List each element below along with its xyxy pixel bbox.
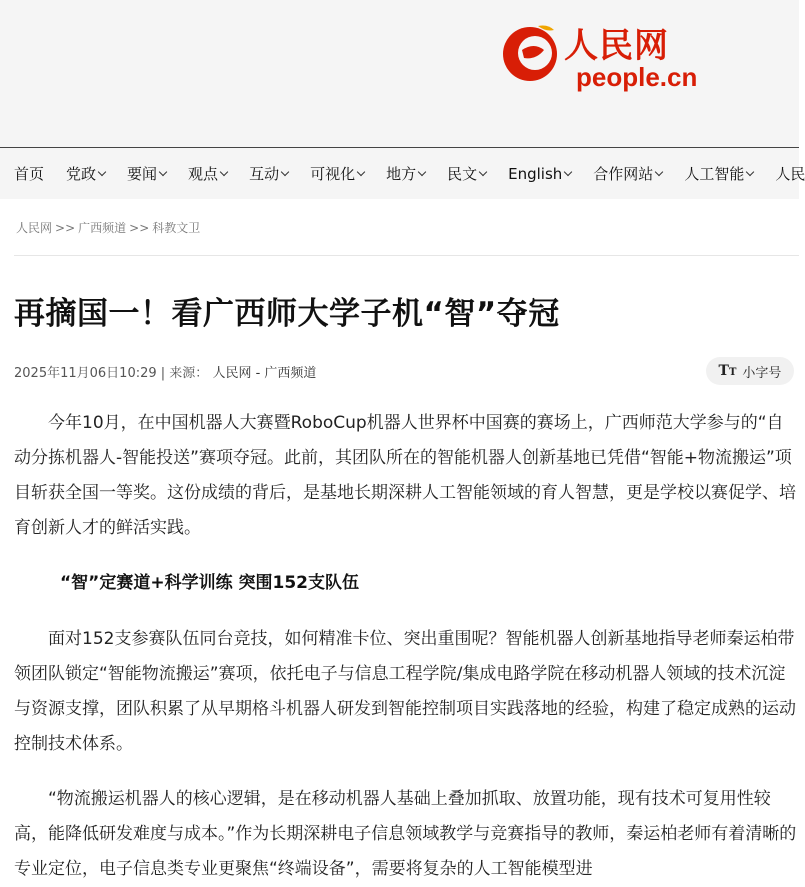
nav-item-label: 合作网站 <box>593 165 654 183</box>
chevron-down-icon <box>357 167 365 175</box>
chevron-down-icon <box>746 167 754 175</box>
site-header <box>0 0 799 147</box>
breadcrumb-link[interactable]: 科教文卫 <box>152 221 201 235</box>
source-name: 人民网 - 广西频道 <box>212 366 317 381</box>
logo-text-en: people.cn <box>576 62 698 92</box>
font-size-toggle-button[interactable] <box>706 357 794 385</box>
nav-item-label: 党政 <box>66 165 97 183</box>
chevron-down-icon <box>655 167 663 175</box>
chevron-down-icon <box>159 167 167 175</box>
chevron-down-icon <box>418 167 426 175</box>
breadcrumb-separator: >> <box>129 221 150 235</box>
font-size-icon: TT <box>718 363 737 379</box>
nav-item[interactable] <box>249 163 288 184</box>
nav-item-label: 人工智能 <box>684 165 745 183</box>
article-paragraph: “物流搬运机器人的核心逻辑，是在移动机器人基础上叠加抓取、放置功能，现有技术可复用性较高，能降低研发难度与成本。”作为长期深耕电子信息领域教学与竞赛指导的教师，秦运柏老师有着清晰的专业定位，电子信息类专业更聚焦“终端设备”，需要将复杂的人工智能模型进 <box>14 789 797 879</box>
nav-item-label: 地方 <box>386 165 417 183</box>
breadcrumb-link[interactable]: 人民网 <box>16 221 53 235</box>
site-logo[interactable] <box>498 14 698 94</box>
nav-item[interactable] <box>775 163 805 184</box>
nav-item-label: 观点 <box>188 165 219 183</box>
people-logo-icon <box>498 20 562 84</box>
article-title: 再摘国一！看广西师大学子机“智”夺冠 <box>14 296 560 332</box>
breadcrumb <box>16 219 200 236</box>
nav-item[interactable] <box>684 163 753 184</box>
nav-item[interactable] <box>310 163 364 184</box>
main-nav <box>0 147 805 199</box>
nav-item-label: 互动 <box>249 165 280 183</box>
chevron-down-icon <box>98 167 106 175</box>
chevron-down-icon <box>220 167 228 175</box>
breadcrumb-separator: >> <box>55 221 76 235</box>
font-size-toggle-label: 小字号 <box>742 365 782 381</box>
nav-item[interactable] <box>508 165 571 183</box>
nav-item[interactable] <box>66 163 105 184</box>
chevron-down-icon <box>281 167 289 175</box>
article-paragraph: 今年10月，在中国机器人大赛暨RoboCup机器人世界杯中国赛的赛场上，广西师范大学参与的“自动分拣机器人-智能投送”赛项夺冠。此前，其团队所在的智能机器人创新基地已凭借“智能+物流搬运”项目斩获全国一等奖。这份成绩的背后，是基地长期深耕人工智能领域的育人智慧，更是学校以赛促学、培育创新人才的鲜活实践。 <box>14 413 796 538</box>
nav-item[interactable] <box>188 163 227 184</box>
nav-item-label: 可视化 <box>310 165 356 183</box>
nav-item[interactable] <box>386 163 425 184</box>
source-label: | 来源： <box>160 366 209 381</box>
chevron-down-icon <box>564 167 572 175</box>
nav-item-label: English <box>508 164 563 183</box>
nav-item[interactable] <box>127 163 166 184</box>
publish-datetime: 2025年11月06日10:29 <box>14 366 157 381</box>
nav-item[interactable] <box>593 163 662 184</box>
logo-text-cn: 人民网 <box>564 26 669 66</box>
nav-item-label: 民文 <box>447 165 478 183</box>
nav-item-label: 人民 <box>775 165 805 183</box>
nav-item[interactable] <box>14 163 44 184</box>
article-subheading: “智”定赛道+科学训练 突围152支队伍 <box>60 573 359 593</box>
breadcrumb-link[interactable]: 广西频道 <box>78 221 127 235</box>
article-paragraph: 面对152支参赛队伍同台竞技，如何精准卡位、突出重围呢？智能机器人创新基地指导老师秦运柏带领团队锁定“智能物流搬运”赛项，依托电子与信息工程学院/集成电路学院在移动机器人领域的技术沉淀与资源支撑，团队积累了从早期格斗机器人研发到智能控制项目实践落地的经验，构建了稳定成熟的运动控制技术体系。 <box>14 629 796 754</box>
divider <box>14 255 799 256</box>
nav-item[interactable] <box>447 163 486 184</box>
nav-item-label: 首页 <box>14 165 45 183</box>
nav-item-label: 要闻 <box>127 165 158 183</box>
article-meta <box>14 362 316 381</box>
chevron-down-icon <box>479 167 487 175</box>
